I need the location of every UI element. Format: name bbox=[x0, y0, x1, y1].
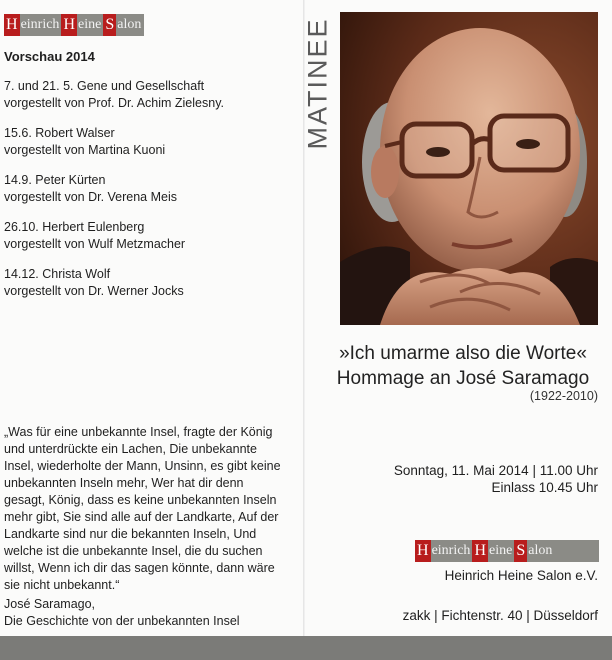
event-title: 14.12. Christa Wolf bbox=[4, 267, 111, 281]
logo-rest-3: alon bbox=[528, 543, 553, 558]
event-date-time: Sonntag, 11. Mai 2014 | 11.00 Uhr bbox=[393, 463, 598, 478]
event-title-quote: »Ich umarme also die Worte« bbox=[339, 343, 587, 364]
quote-line: Landkarte sind nur die bekannten Inseln, Und bbox=[4, 527, 257, 541]
logo-rest-1: einrich bbox=[20, 17, 60, 32]
event-presenter: vorgestellt von Wulf Metzmacher bbox=[4, 237, 186, 251]
salon-logo bbox=[4, 14, 144, 36]
logo-cap-3: S bbox=[514, 540, 527, 562]
logo-cap-2: H bbox=[61, 14, 77, 36]
quote-author: José Saramago, bbox=[4, 597, 96, 611]
logo-cap-2: H bbox=[472, 540, 488, 562]
bottom-band bbox=[0, 636, 612, 660]
preview-heading: Vorschau 2014 bbox=[4, 49, 95, 64]
quote-source: Die Geschichte von der unbekannten Insel bbox=[4, 614, 240, 628]
logo-rest-2: eine bbox=[78, 17, 102, 32]
event-item bbox=[4, 266, 300, 300]
event-title: 15.6. Robert Walser bbox=[4, 126, 115, 140]
event-item bbox=[4, 172, 300, 206]
logo-cap-3: S bbox=[103, 14, 116, 36]
portrait-illustration bbox=[340, 12, 598, 325]
saramago-quote bbox=[4, 424, 296, 594]
logo-cap-1: H bbox=[4, 14, 20, 36]
quote-line: Insel, wiederholte der Mann, Unsinn, es gibt keine bbox=[4, 459, 281, 473]
event-item bbox=[4, 219, 300, 253]
logo-word-2 bbox=[61, 14, 103, 36]
venue-address: zakk | Fichtenstr. 40 | Düsseldorf bbox=[402, 608, 598, 623]
logo-word-2 bbox=[472, 540, 514, 562]
quote-line: „Was für eine unbekannte Insel, fragte der König bbox=[4, 425, 273, 439]
event-presenter: vorgestellt von Prof. Dr. Achim Zielesny. bbox=[4, 96, 224, 110]
logo-word-1 bbox=[4, 14, 61, 36]
logo-word-3 bbox=[514, 540, 554, 562]
logo-rest-1: einrich bbox=[431, 543, 471, 558]
life-years: (1922-2010) bbox=[529, 389, 598, 403]
event-presenter: vorgestellt von Dr. Verena Meis bbox=[4, 190, 177, 204]
salon-logo bbox=[415, 540, 599, 562]
matinee-text: MATINEE bbox=[302, 16, 333, 150]
logo-rest-3: alon bbox=[117, 17, 142, 32]
event-presenter: vorgestellt von Dr. Werner Jocks bbox=[4, 284, 184, 298]
logo-word-3 bbox=[103, 14, 143, 36]
event-presenter: vorgestellt von Martina Kuoni bbox=[4, 143, 166, 157]
logo-rest-2: eine bbox=[489, 543, 513, 558]
quote-line: willst, Wenn ich dir das sagen könnte, dann wäre bbox=[4, 561, 275, 575]
matinee-label bbox=[300, 8, 336, 158]
logo-word-1 bbox=[415, 540, 472, 562]
event-title: 26.10. Herbert Eulenberg bbox=[4, 220, 145, 234]
event-title: 14.9. Peter Kürten bbox=[4, 173, 106, 187]
portrait-photo bbox=[340, 12, 598, 325]
event-title: 7. und 21. 5. Gene und Gesellschaft bbox=[4, 79, 205, 93]
quote-line: sie nicht unbekannt.“ bbox=[4, 578, 120, 592]
quote-attribution bbox=[4, 596, 296, 630]
event-item bbox=[4, 125, 300, 159]
quote-line: mehr gibt, Sie sind alle auf der Landkarte, Auf der bbox=[4, 510, 279, 524]
event-admission: Einlass 10.45 Uhr bbox=[491, 480, 598, 495]
logo-cap-1: H bbox=[415, 540, 431, 562]
quote-line: welche ist die unbekannte Insel, die du suchen bbox=[4, 544, 263, 558]
event-title-hommage: Hommage an José Saramago bbox=[336, 368, 590, 389]
quote-line: unbekannten Inseln mehr, Wer hat dir denn bbox=[4, 476, 244, 490]
organizer-name: Heinrich Heine Salon e.V. bbox=[444, 568, 598, 583]
event-item bbox=[4, 78, 300, 112]
quote-line: und unterdrückte ein Lachen, Die unbekannte bbox=[4, 442, 257, 456]
quote-line: gesagt, König, dass es keine unbekannten Inseln bbox=[4, 493, 277, 507]
preview-program bbox=[4, 48, 300, 313]
